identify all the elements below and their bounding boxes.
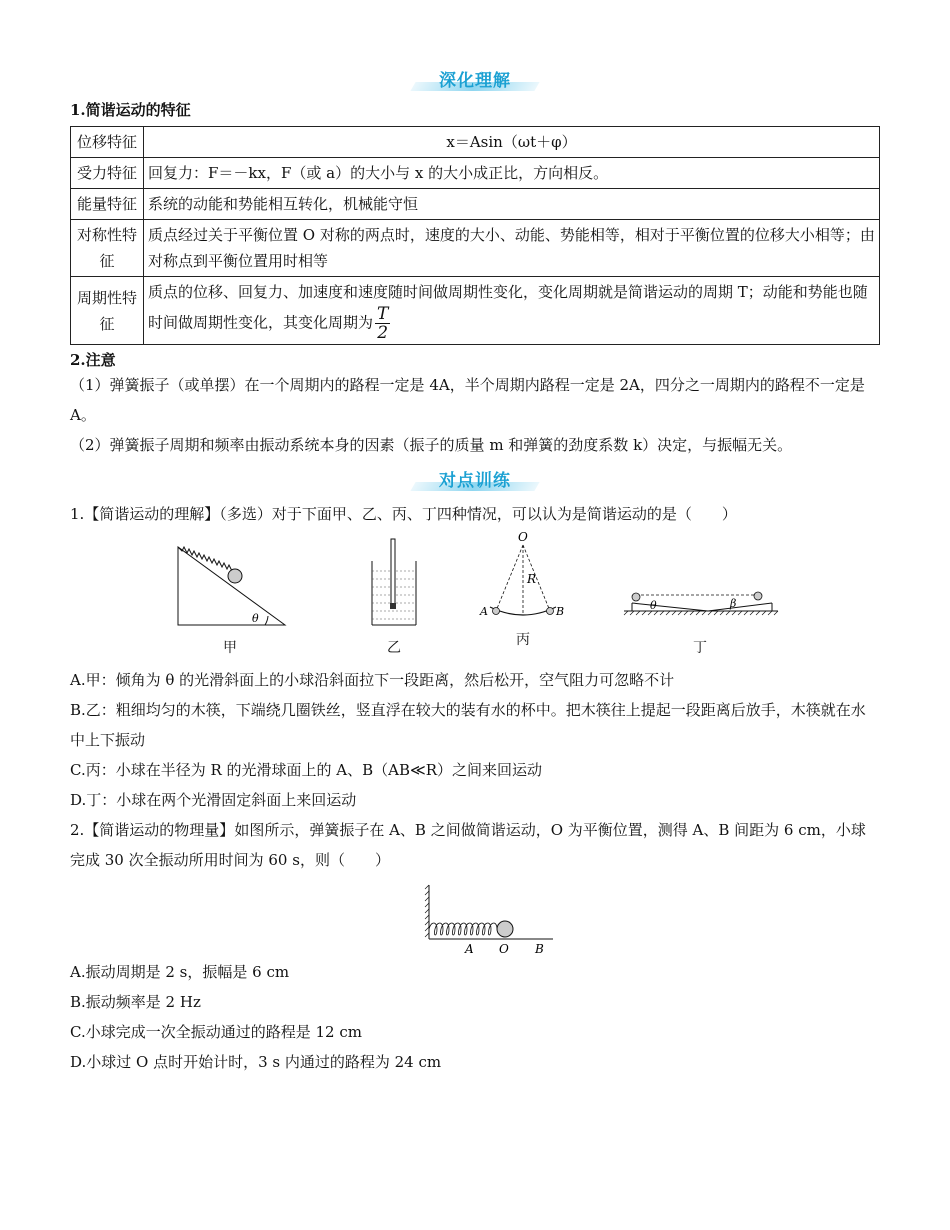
figure-bing bbox=[478, 527, 568, 649]
theta-label: θ bbox=[252, 612, 259, 625]
question-1-figures bbox=[70, 530, 880, 656]
row-label: 位移特征 bbox=[71, 127, 144, 158]
row-content: 回复力：F＝－kx，F（或 a）的大小与 x 的大小成正比，方向相反。 bbox=[144, 158, 880, 189]
spring-oscillator-diagram bbox=[415, 881, 555, 957]
fraction-numerator: T bbox=[377, 304, 389, 324]
question-2-options bbox=[70, 957, 880, 1077]
bowl-diagram bbox=[478, 527, 568, 631]
beta-label: β bbox=[730, 597, 737, 610]
question-2-figure bbox=[90, 881, 880, 957]
option-c: C.丙：小球在半径为 R 的光滑球面上的 A、B（AB≪R）之间来回运动 bbox=[70, 761, 543, 779]
note-2: （2）弹簧振子周期和频率由振动系统本身的因素（振子的质量 m 和弹簧的劲度系数 k）决定，与振幅无关。 bbox=[70, 436, 793, 454]
figure-jia bbox=[170, 535, 290, 657]
section-heading-features: 1.简谐运动的特征 bbox=[70, 101, 191, 119]
caption-bing: 丙 bbox=[516, 632, 530, 648]
point-a-label: A bbox=[480, 605, 488, 618]
fraction-t-over-2 bbox=[375, 305, 390, 342]
row-content: 系统的动能和势能相互转化，机械能守恒 bbox=[144, 189, 880, 220]
section-banner-deepen bbox=[70, 64, 880, 93]
radius-label: R bbox=[527, 572, 537, 586]
point-a-label-q2: A bbox=[465, 942, 474, 956]
point-b-label: B bbox=[556, 605, 565, 618]
table-row bbox=[71, 220, 880, 277]
option-b: B.乙：粗细均匀的木筷，下端绕几圈铁丝，竖直浮在较大的装有水的杯中。把木筷往上提起一段距离后放手，木筷就在水中上下振动 bbox=[70, 701, 866, 749]
row-label: 周期性特征 bbox=[71, 277, 144, 345]
caption-yi: 乙 bbox=[387, 640, 401, 656]
fraction-denominator: 2 bbox=[377, 323, 389, 343]
question-1-options bbox=[70, 665, 880, 815]
caption-jia: 甲 bbox=[223, 640, 237, 656]
point-b-label-q2: B bbox=[535, 942, 544, 956]
note-heading: 2.注意 bbox=[70, 351, 116, 369]
option-a: A.甲：倾角为 θ 的光滑斜面上的小球沿斜面拉下一段距离，然后松开，空气阻力可忽略不计 bbox=[70, 671, 675, 689]
row-content: 质点经过关于平衡位置 O 对称的两点时，速度的大小、动能、势能相等，相对于平衡位置的位移大小相等；由对称点到平衡位置用时相等 bbox=[144, 220, 880, 277]
question-2-stem: 2.【简谐运动的物理量】如图所示，弹簧振子在 A、B 之间做简谐运动，O 为平衡位置，测得 A、B 间距为 6 cm，小球完成 30 次全振动所用时间为 60 s，则（ ） bbox=[70, 821, 866, 869]
figure-ding bbox=[620, 535, 780, 657]
table-row bbox=[71, 189, 880, 220]
cup-diagram bbox=[366, 535, 422, 631]
row-content: x＝Asin（ωt＋φ） bbox=[144, 127, 880, 158]
document-page bbox=[70, 60, 880, 1077]
table-row bbox=[71, 277, 880, 345]
section-banner-practice bbox=[70, 464, 880, 493]
option-d: D.小球过 O 点时开始计时，3 s 内通过的路程为 24 cm bbox=[70, 1053, 442, 1071]
option-b: B.振动频率是 2 Hz bbox=[70, 993, 201, 1011]
table-row bbox=[71, 127, 880, 158]
row-label: 受力特征 bbox=[71, 158, 144, 189]
question-1-stem: 1.【简谐运动的理解】（多选）对于下面甲、乙、丙、丁四种情况，可以认为是简谐运动的是（ ） bbox=[70, 505, 737, 523]
incline-diagram bbox=[170, 535, 290, 631]
banner-title: 深化理解 bbox=[439, 71, 511, 91]
point-o-label: O bbox=[518, 530, 528, 544]
option-d: D.丁：小球在两个光滑固定斜面上来回运动 bbox=[70, 791, 357, 809]
row-label: 能量特征 bbox=[71, 189, 144, 220]
option-c: C.小球完成一次全振动通过的路程是 12 cm bbox=[70, 1023, 362, 1041]
banner-title: 对点训练 bbox=[439, 471, 511, 491]
row-label: 对称性特征 bbox=[71, 220, 144, 277]
double-incline-diagram bbox=[620, 535, 780, 631]
row-content bbox=[144, 277, 880, 345]
note-1: （1）弹簧振子（或单摆）在一个周期内的路程一定是 4A，半个周期内路程一定是 2A，四分之一周期内的路程不一定是 A。 bbox=[70, 376, 865, 424]
option-a: A.振动周期是 2 s，振幅是 6 cm bbox=[70, 963, 290, 981]
features-table bbox=[70, 126, 880, 345]
caption-ding: 丁 bbox=[693, 640, 707, 656]
table-row bbox=[71, 158, 880, 189]
theta-label-ding: θ bbox=[650, 599, 657, 612]
point-o-label-q2: O bbox=[499, 942, 509, 956]
figure-yi bbox=[366, 535, 422, 657]
period-text: 质点的位移、回复力、加速度和速度随时间做周期性变化，变化周期就是简谐运动的周期 T；动能和势能也随时间做周期性变化，其变化周期为 bbox=[148, 283, 868, 332]
